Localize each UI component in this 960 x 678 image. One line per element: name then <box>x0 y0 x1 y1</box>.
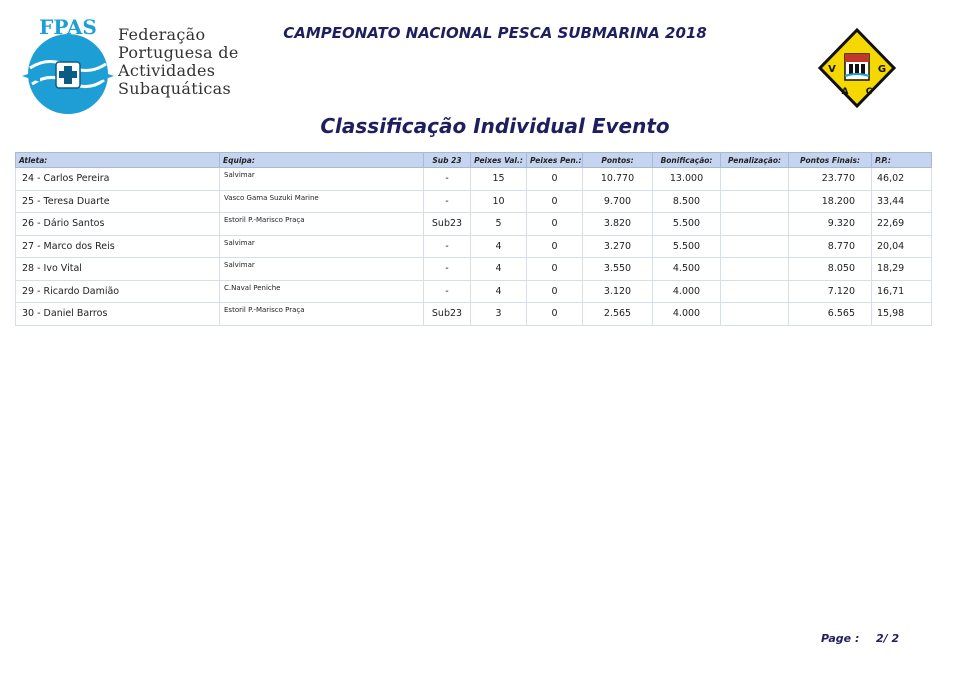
cell-bonificacao: 4.000 <box>653 303 721 326</box>
cell-sub23: - <box>424 280 471 303</box>
cell-peixes-pen: 0 <box>527 235 583 258</box>
cell-pp: 46,02 <box>872 168 932 191</box>
table-header-row <box>16 153 932 168</box>
cell-equipa: Vasco Gama Suzuki Marine <box>220 190 424 213</box>
cell-equipa: Salvimar <box>220 258 424 281</box>
federation-line: Actividades <box>118 61 216 80</box>
cell-peixes-val: 5 <box>471 213 527 236</box>
cell-peixes-val: 15 <box>471 168 527 191</box>
cell-pontos: 9.700 <box>583 190 653 213</box>
cell-penalizacao <box>721 280 789 303</box>
fpas-acronym: FPAS <box>39 16 97 39</box>
federation-name <box>118 26 239 98</box>
cell-peixes-pen: 0 <box>527 168 583 191</box>
col-peixes-val: Peixes Val.: <box>471 153 527 168</box>
table-row <box>16 258 932 281</box>
cell-penalizacao <box>721 213 789 236</box>
col-atleta: Atleta: <box>16 153 220 168</box>
cell-bonificacao: 4.500 <box>653 258 721 281</box>
club-letter-g: G <box>877 64 887 75</box>
cell-bonificacao: 5.500 <box>653 213 721 236</box>
cell-peixes-val: 4 <box>471 235 527 258</box>
cell-bonificacao: 8.500 <box>653 190 721 213</box>
club-logo <box>818 28 896 108</box>
cell-bonificacao: 5.500 <box>653 235 721 258</box>
cell-atleta: 25 - Teresa Duarte <box>16 190 220 213</box>
cell-sub23: Sub23 <box>424 213 471 236</box>
cell-peixes-pen: 0 <box>527 258 583 281</box>
table-row <box>16 280 932 303</box>
federation-line: Subaquáticas <box>118 79 231 98</box>
cell-equipa: Salvimar <box>220 168 424 191</box>
results-table <box>15 152 932 326</box>
cell-peixes-val: 4 <box>471 280 527 303</box>
club-letter-a: A <box>841 87 849 97</box>
club-letter-v: V <box>828 64 836 75</box>
cell-pontos: 10.770 <box>583 168 653 191</box>
cell-peixes-pen: 0 <box>527 280 583 303</box>
cell-equipa: Estoril P.-Marisco Praça <box>220 213 424 236</box>
cell-atleta: 30 - Daniel Barros <box>16 303 220 326</box>
cell-pontos-finais: 8.050 <box>789 258 872 281</box>
cell-sub23: - <box>424 235 471 258</box>
cell-pp: 33,44 <box>872 190 932 213</box>
cell-peixes-val: 3 <box>471 303 527 326</box>
cell-sub23: - <box>424 258 471 281</box>
cell-peixes-pen: 0 <box>527 213 583 236</box>
col-penalizacao: Penalização: <box>721 153 789 168</box>
cell-atleta: 24 - Carlos Pereira <box>16 168 220 191</box>
cell-pp: 15,98 <box>872 303 932 326</box>
cell-peixes-pen: 0 <box>527 190 583 213</box>
cell-atleta: 27 - Marco dos Reis <box>16 235 220 258</box>
cell-pontos-finais: 18.200 <box>789 190 872 213</box>
table-row <box>16 303 932 326</box>
cell-pp: 20,04 <box>872 235 932 258</box>
event-title: CAMPEONATO NACIONAL PESCA SUBMARINA 2018 <box>283 24 707 42</box>
page-label: Page : <box>821 632 860 645</box>
cell-atleta: 29 - Ricardo Damião <box>16 280 220 303</box>
cell-peixes-val: 10 <box>471 190 527 213</box>
federation-line: Federação <box>118 25 206 44</box>
table-row <box>16 168 932 191</box>
page-number: 2/ 2 <box>876 632 900 645</box>
cell-pontos-finais: 7.120 <box>789 280 872 303</box>
cell-peixes-pen: 0 <box>527 303 583 326</box>
cell-pontos-finais: 9.320 <box>789 213 872 236</box>
cell-pontos-finais: 23.770 <box>789 168 872 191</box>
cell-equipa: Estoril P.-Marisco Praça <box>220 303 424 326</box>
club-letter-c: C <box>865 87 873 97</box>
cell-peixes-val: 4 <box>471 258 527 281</box>
cell-penalizacao <box>721 235 789 258</box>
col-pontos: Pontos: <box>583 153 653 168</box>
cell-bonificacao: 13.000 <box>653 168 721 191</box>
cell-sub23: - <box>424 190 471 213</box>
cell-pontos-finais: 8.770 <box>789 235 872 258</box>
cell-penalizacao <box>721 190 789 213</box>
cell-atleta: 26 - Dário Santos <box>16 213 220 236</box>
cell-sub23: Sub23 <box>424 303 471 326</box>
col-bonificacao: Bonificação: <box>653 153 721 168</box>
col-peixes-pen: Peixes Pen.: <box>527 153 583 168</box>
cell-penalizacao <box>721 168 789 191</box>
col-pontos-finais: Pontos Finais: <box>789 153 872 168</box>
federation-line: Portuguesa de <box>118 43 239 62</box>
cell-pontos: 3.270 <box>583 235 653 258</box>
cell-pontos-finais: 6.565 <box>789 303 872 326</box>
col-pp: P.P.: <box>872 153 932 168</box>
cell-penalizacao <box>721 303 789 326</box>
table-row <box>16 213 932 236</box>
cell-pp: 18,29 <box>872 258 932 281</box>
cell-sub23: - <box>424 168 471 191</box>
cell-pontos: 2.565 <box>583 303 653 326</box>
cell-atleta: 28 - Ivo Vital <box>16 258 220 281</box>
cell-penalizacao <box>721 258 789 281</box>
cell-pp: 22,69 <box>872 213 932 236</box>
cell-pontos: 3.120 <box>583 280 653 303</box>
cell-pontos: 3.550 <box>583 258 653 281</box>
cell-equipa: C.Naval Peniche <box>220 280 424 303</box>
cell-bonificacao: 4.000 <box>653 280 721 303</box>
cell-pontos: 3.820 <box>583 213 653 236</box>
col-equipa: Equipa: <box>220 153 424 168</box>
table-row <box>16 190 932 213</box>
cell-equipa: Salvimar <box>220 235 424 258</box>
col-sub23: Sub 23 <box>424 153 471 168</box>
report-title: Classificação Individual Evento <box>320 114 670 138</box>
table-row <box>16 235 932 258</box>
cell-pp: 16,71 <box>872 280 932 303</box>
